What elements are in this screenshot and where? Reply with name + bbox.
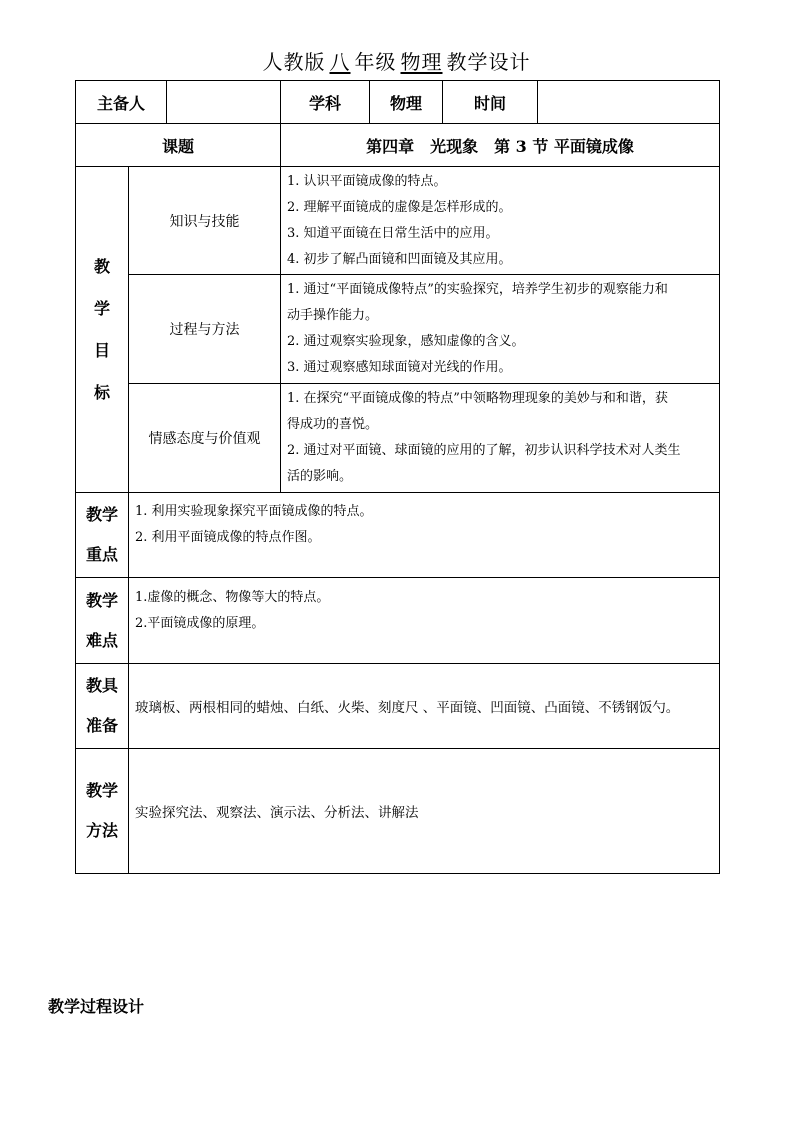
difficulty-item: 1.虚像的概念、物像等大的特点。	[135, 589, 330, 605]
key-points-label-line: 重点	[85, 545, 118, 564]
emotion-item: 1. 在探究“平面镜成像的特点”中领略物理现象的美妙与和和谐，获	[287, 391, 668, 406]
key-points-content	[129, 493, 720, 578]
knowledge-item: 3. 知道平面镜在日常生活中的应用。	[287, 225, 499, 241]
objectives-char: 学	[93, 298, 110, 318]
title-subject: 物理	[400, 50, 443, 74]
emotion-item: 活的影响。	[287, 469, 353, 484]
emotion-label: 情感态度与价值观	[129, 384, 281, 493]
time-value	[538, 81, 720, 124]
process-item: 3. 通过观察感知球面镜对光线的作用。	[287, 360, 512, 375]
process-item: 1. 通过“平面镜成像特点”的实验探究，培养学生初步的观察能力和	[287, 282, 668, 297]
materials-label-line: 教具	[85, 676, 118, 695]
emotion-content	[281, 384, 720, 493]
process-design-heading: 教学过程设计	[48, 997, 145, 1016]
difficulties-label-line: 教学	[85, 590, 118, 610]
difficulty-item: 2.平面镜成像的原理。	[135, 615, 265, 631]
preparer-label: 主备人	[76, 81, 167, 124]
difficulties-content	[129, 578, 720, 664]
knowledge-content	[281, 167, 720, 275]
knowledge-item: 4. 初步了解凸面镜和凹面镜及其应用。	[287, 251, 512, 267]
difficulties-label-line: 难点	[85, 630, 118, 650]
document-title	[0, 46, 793, 75]
process-label: 过程与方法	[129, 275, 281, 384]
methods-label	[76, 749, 129, 874]
key-point-item: 1. 利用实验现象探究平面镜成像的特点。	[135, 504, 373, 519]
title-grade-suffix: 年级	[354, 50, 397, 74]
objectives-char: 目	[93, 340, 110, 360]
materials-label-line: 准备	[85, 716, 118, 735]
knowledge-item: 1. 认识平面镜成像的特点。	[287, 173, 447, 189]
key-points-label-line: 教学	[85, 505, 118, 524]
subject-label: 学科	[281, 81, 370, 124]
time-label: 时间	[443, 81, 538, 124]
difficulties-label	[76, 578, 129, 664]
key-point-item: 2. 利用平面镜成像的特点作图。	[135, 530, 321, 545]
topic-label: 课题	[76, 124, 281, 167]
process-item: 动手操作能力。	[287, 308, 379, 323]
objectives-char: 标	[93, 382, 110, 402]
process-item: 2. 通过观察实验现象，感知虚像的含义。	[287, 334, 525, 349]
methods-content: 实验探究法、观察法、演示法、分析法、讲解法	[129, 749, 720, 874]
title-prefix: 人教版	[262, 50, 326, 74]
materials-content: 玻璃板、两根相同的蜡烛、白纸、火柴、刻度尺 、平面镜、凹面镜、凸面镜、不锈钢饭勺。	[129, 664, 720, 749]
emotion-item: 2. 通过对平面镜、球面镜的应用的了解，初步认识科学技术对人类生	[287, 443, 681, 458]
emotion-item: 得成功的喜悦。	[287, 417, 379, 432]
title-grade: 八	[329, 50, 351, 74]
knowledge-item: 2. 理解平面镜成的虚像是怎样形成的。	[287, 199, 512, 215]
knowledge-label: 知识与技能	[129, 167, 281, 275]
topic-value: 第四章 光现象 第 3 节 平面镜成像	[281, 124, 720, 167]
process-content	[281, 275, 720, 384]
methods-label-line: 方法	[85, 821, 118, 840]
preparer-value	[167, 81, 281, 124]
objectives-char: 教	[93, 256, 110, 276]
objectives-label	[76, 167, 129, 493]
title-suffix: 教学设计	[446, 50, 531, 74]
subject-value: 物理	[370, 81, 443, 124]
key-points-label	[76, 493, 129, 578]
materials-label	[76, 664, 129, 749]
methods-label-line: 教学	[85, 781, 118, 800]
lesson-plan-table	[75, 80, 720, 874]
